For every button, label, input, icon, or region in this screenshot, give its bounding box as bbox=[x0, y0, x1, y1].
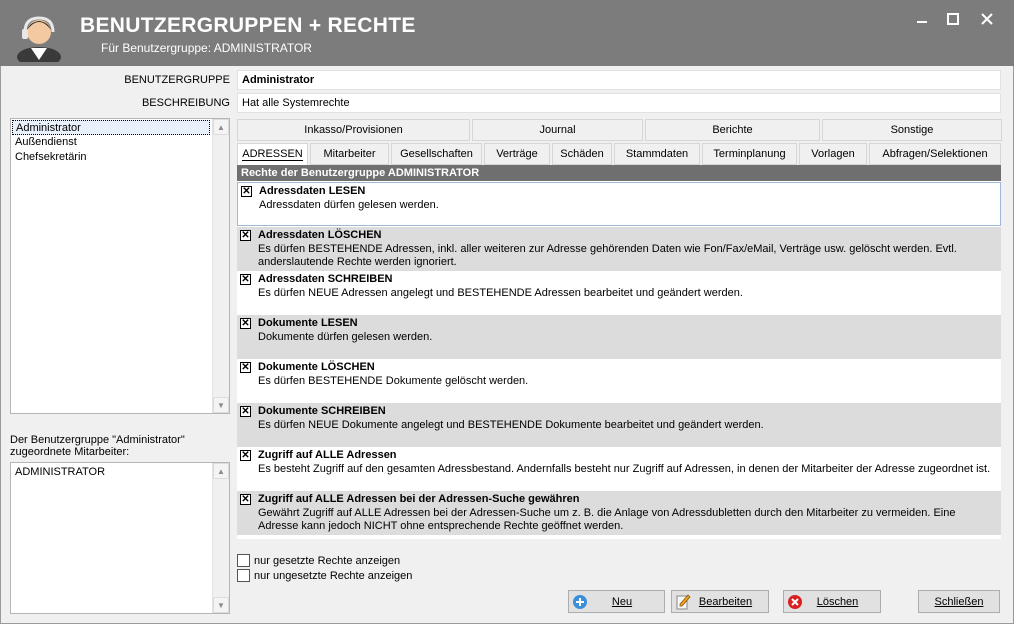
right-row[interactable] bbox=[237, 491, 1001, 535]
tab-terminplanung[interactable]: Terminplanung bbox=[702, 143, 797, 165]
tab-label: ADRESSEN bbox=[242, 148, 303, 160]
edit-button[interactable] bbox=[671, 590, 769, 613]
right-title: Zugriff auf ALLE Adressen bbox=[258, 449, 397, 461]
members-caption: Der Benutzergruppe "Administrator" zugeordnete Mitarbeiter: bbox=[10, 434, 185, 458]
tab-berichte[interactable]: Berichte bbox=[645, 119, 820, 141]
scrollbar[interactable] bbox=[212, 463, 229, 613]
checkbox[interactable]: ✕ bbox=[241, 494, 250, 505]
right-title: Dokumente LÖSCHEN bbox=[258, 361, 375, 373]
description-field[interactable]: Hat alle Systemrechte bbox=[237, 93, 1001, 113]
maximize-button[interactable] bbox=[938, 8, 968, 30]
tab-schaeden[interactable]: Schäden bbox=[552, 143, 612, 165]
edit-button-label: Bearbeiten bbox=[698, 595, 753, 608]
rights-panel bbox=[237, 165, 1001, 539]
new-button-label: Neu bbox=[611, 595, 633, 608]
right-title: Adressdaten LÖSCHEN bbox=[258, 229, 382, 241]
plus-circle-icon bbox=[572, 594, 588, 610]
checkbox[interactable]: ✕ bbox=[241, 406, 250, 417]
tab-abfragen[interactable]: Abfragen/Selektionen bbox=[869, 143, 1001, 165]
right-title: Adressdaten LESEN bbox=[259, 185, 366, 197]
right-description: Es dürfen NEUE Adressen angelegt und BESTEHENDE Adressen bearbeitet und geändert werden. bbox=[258, 287, 743, 299]
right-row[interactable] bbox=[237, 447, 1001, 491]
right-description: Dokumente dürfen gelesen werden. bbox=[258, 331, 433, 343]
right-row[interactable] bbox=[237, 227, 1001, 271]
panel-header: Rechte der Benutzergruppe ADMINISTRATOR bbox=[237, 165, 1001, 181]
right-description: Es dürfen NEUE Dokumente angelegt und BESTEHENDE Dokumente bearbeitet und geändert werden. bbox=[258, 419, 764, 431]
tab-journal[interactable]: Journal bbox=[472, 119, 643, 141]
scroll-down-icon[interactable]: ▼ bbox=[213, 397, 229, 413]
new-button[interactable] bbox=[568, 590, 665, 613]
tab-gesellschaften[interactable]: Gesellschaften bbox=[391, 143, 482, 165]
right-description: Es dürfen BESTEHENDE Adressen, inkl. aller weiteren zur Adresse gehörenden Daten wie Fon/Fax/eMail, Verträge usw. gelöscht werden. Evtl. anderslautende Rechte werden ignoriert. bbox=[258, 243, 957, 268]
title-bar bbox=[0, 0, 1014, 66]
group-list[interactable] bbox=[10, 118, 230, 414]
minimize-icon bbox=[907, 8, 937, 30]
close-button[interactable] bbox=[918, 590, 1000, 613]
group-name-field[interactable]: Administrator bbox=[237, 70, 1001, 90]
right-row[interactable] bbox=[237, 271, 1001, 315]
tab-mitarbeiter[interactable]: Mitarbeiter bbox=[310, 143, 389, 165]
tab-vertraege[interactable]: Verträge bbox=[484, 143, 550, 165]
delete-button-label: Löschen bbox=[816, 595, 859, 608]
checkbox[interactable]: ✕ bbox=[241, 318, 250, 329]
tab-adressen[interactable] bbox=[237, 143, 308, 166]
right-row[interactable] bbox=[237, 403, 1001, 447]
right-row[interactable] bbox=[237, 359, 1001, 403]
members-list[interactable] bbox=[10, 462, 230, 614]
right-title: Adressdaten SCHREIBEN bbox=[258, 273, 393, 285]
tab-inkasso[interactable]: Inkasso/Provisionen bbox=[237, 119, 470, 141]
close-icon bbox=[972, 8, 1002, 30]
window-subtitle: Für Benutzergruppe: ADMINISTRATOR bbox=[101, 41, 312, 55]
group-label: BENUTZERGRUPPE bbox=[124, 74, 230, 86]
list-item[interactable]: Administrator bbox=[12, 120, 210, 135]
red-x-circle-icon bbox=[787, 594, 803, 610]
checkbox[interactable]: ✕ bbox=[241, 230, 250, 241]
tab-vorlagen[interactable]: Vorlagen bbox=[799, 143, 867, 165]
scroll-down-icon[interactable]: ▼ bbox=[213, 597, 229, 613]
right-title: Dokumente SCHREIBEN bbox=[258, 405, 386, 417]
pencil-notepad-icon bbox=[675, 594, 691, 610]
close-button-label: Schließen bbox=[934, 595, 984, 608]
right-description: Gewährt Zugriff auf ALLE Adressen bei der Adressen-Suche um z. B. die Anlage von Adressdubletten durch den Mitarbeiter zu vermeiden. Eine Adresse kann jedoch NICHT ohne entsprechende Rechte geöffnet werden. bbox=[258, 507, 956, 532]
checkbox[interactable]: ✕ bbox=[241, 450, 250, 461]
maximize-icon bbox=[938, 8, 968, 30]
description-label: BESCHREIBUNG bbox=[141, 97, 230, 109]
only-set-label: nur gesetzte Rechte anzeigen bbox=[254, 555, 401, 567]
right-title: Dokumente LESEN bbox=[258, 317, 358, 329]
right-description: Adressdaten dürfen gelesen werden. bbox=[259, 199, 439, 211]
list-item[interactable]: ADMINISTRATOR bbox=[15, 466, 106, 478]
delete-button[interactable] bbox=[783, 590, 881, 613]
checkbox[interactable]: ✕ bbox=[241, 274, 250, 285]
list-item[interactable]: Chefsekretärin bbox=[15, 151, 87, 163]
right-row[interactable] bbox=[237, 182, 1001, 226]
checkbox[interactable]: ✕ bbox=[242, 186, 251, 197]
user-headset-icon bbox=[14, 10, 64, 62]
window-title: BENUTZERGRUPPEN + RECHTE bbox=[80, 14, 416, 37]
only-unset-label: nur ungesetzte Rechte anzeigen bbox=[254, 570, 413, 582]
right-row[interactable] bbox=[237, 315, 1001, 359]
right-description: Es besteht Zugriff auf den gesamten Adressbestand. Andernfalls besteht nur Zugriff auf Adressen, in denen der Mitarbeiter der Adresse zugeordnet ist. bbox=[258, 463, 991, 475]
scroll-up-icon[interactable]: ▲ bbox=[213, 463, 229, 479]
scrollbar[interactable] bbox=[212, 119, 229, 413]
only-unset-checkbox[interactable] bbox=[237, 569, 250, 582]
checkbox[interactable]: ✕ bbox=[241, 362, 250, 373]
tab-stammdaten[interactable]: Stammdaten bbox=[614, 143, 700, 165]
list-item[interactable]: Außendienst bbox=[15, 136, 77, 148]
right-description: Es dürfen BESTEHENDE Dokumente gelöscht werden. bbox=[258, 375, 529, 387]
only-set-checkbox[interactable] bbox=[237, 554, 250, 567]
minimize-button[interactable] bbox=[907, 8, 937, 30]
right-title: Zugriff auf ALLE Adressen bei der Adressen-Suche gewähren bbox=[258, 493, 580, 505]
tab-sonstige[interactable]: Sonstige bbox=[822, 119, 1002, 141]
scroll-up-icon[interactable]: ▲ bbox=[213, 119, 229, 135]
close-window-button[interactable] bbox=[972, 8, 1002, 30]
